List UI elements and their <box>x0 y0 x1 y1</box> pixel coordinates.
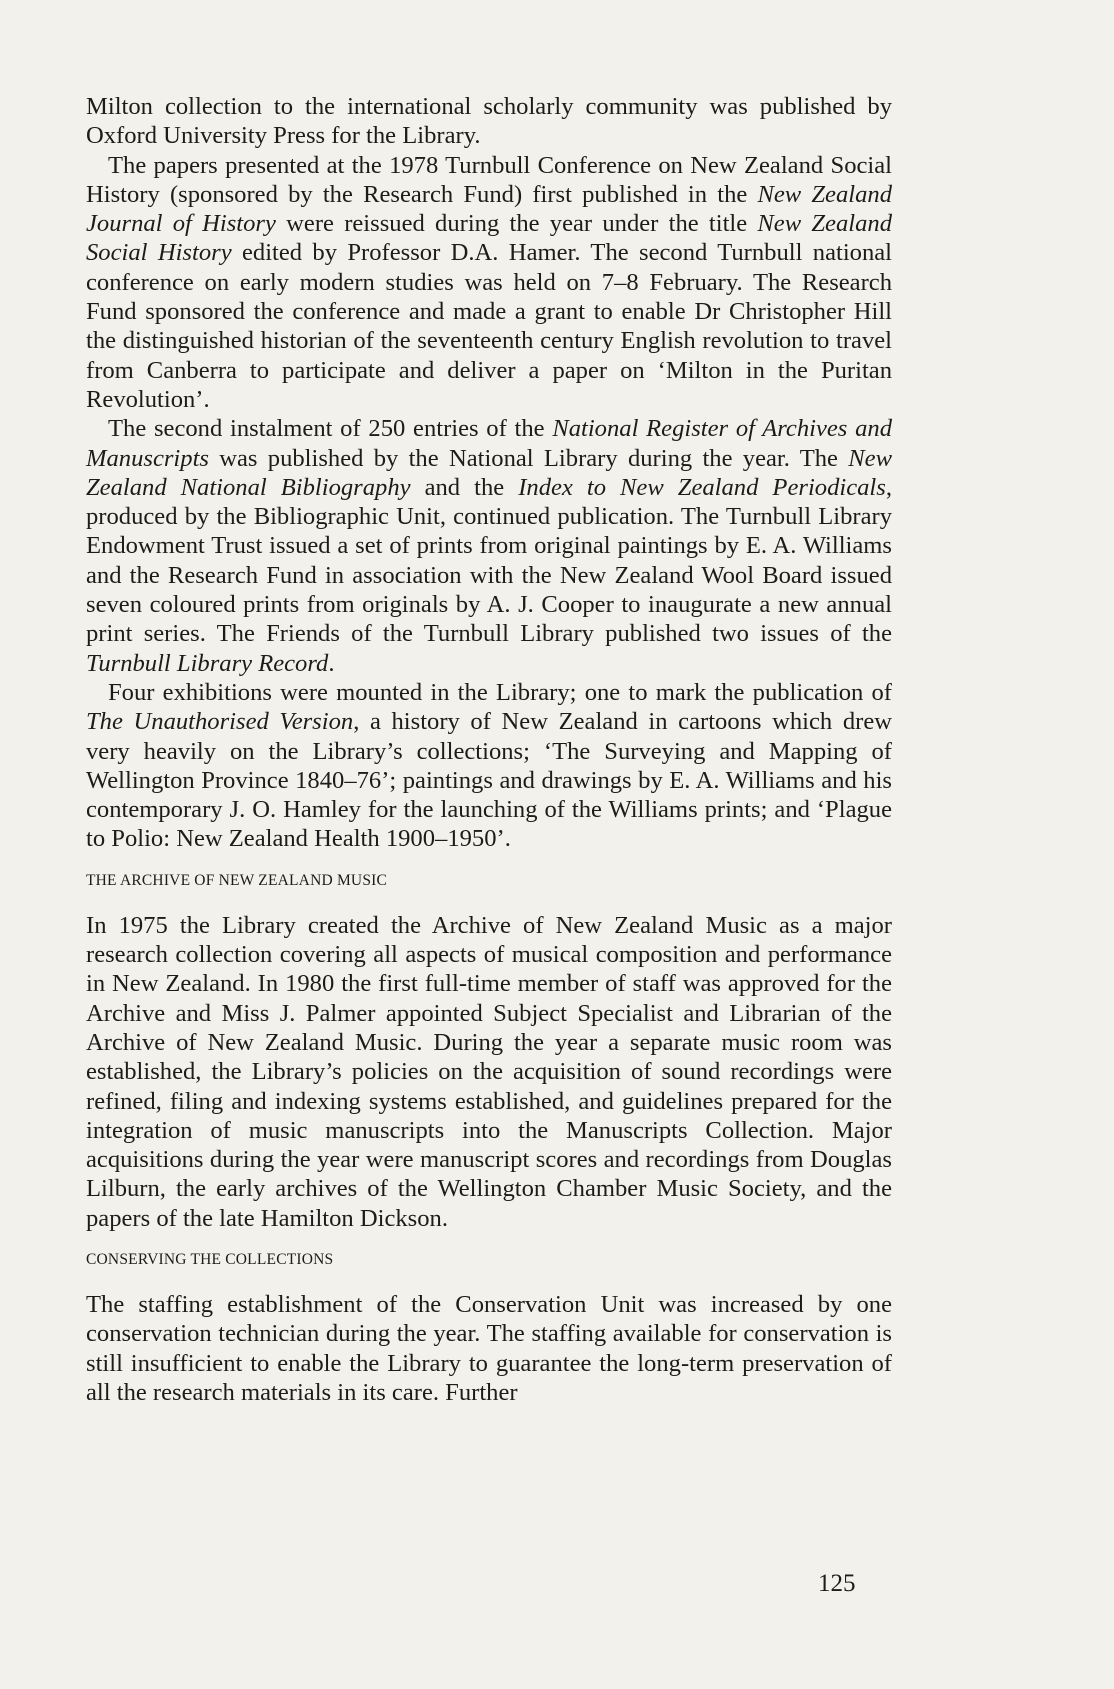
text-run: were reissued during the year under the title <box>275 210 758 238</box>
text-run: edited by Professor D.A. Hamer. The second Turnbull national conference on early modern studies was held on 7–8 February. The Research Fund sponsored the conference and made a grant to enable Dr Christopher Hill the distinguished historian of the seventeenth century English revolution to travel from Canberra to participate and deliver a paper on ‘Milton in the Puritan Revolution’. <box>86 239 892 413</box>
italic-title: New Zealand Journal of History <box>86 180 892 238</box>
text-run: , produced by the Bibliographic Unit, continued publication. The Turnbull Library Endowment Trust issued a set of prints from original paintings by E. A. Williams and the Research Fund in association with the New Zealand Wool Board issued seven coloured prints from originals by A. J. Cooper to inaugurate a new annual print series. The Friends of the Turnbull Library published two issues of the <box>86 473 892 648</box>
text-run: The papers presented at the 1978 Turnbull Conference on New Zealand Social History (sponsored by the Research Fund) first published in the <box>86 151 892 208</box>
body-text <box>86 92 892 1407</box>
text-run: was published by the National Library during the year. The <box>208 444 849 472</box>
page-number: 125 <box>818 1570 856 1597</box>
section-heading: CONSERVING THE COLLECTIONS <box>86 1250 334 1268</box>
paragraph <box>86 92 892 151</box>
section-heading: THE ARCHIVE OF NEW ZEALAND MUSIC <box>86 871 388 889</box>
text-run: Four exhibitions were mounted in the Library; one to mark the publication of <box>108 678 892 706</box>
text-run: Milton collection to the international scholarly community was published by Oxford University Press for the Library. <box>86 93 892 150</box>
text-run: The second instalment of 250 entries of the <box>108 415 553 443</box>
paragraph <box>86 911 892 1233</box>
paragraph <box>86 151 892 415</box>
text-run: The staffing establishment of the Conservation Unit was increased by one conservation technician during the year. The staffing available for conservation is still insufficient to enable the Library to guarantee the long-term preservation of all the research materials in its care. Further <box>86 1290 892 1406</box>
text-run: In 1975 the Library created the Archive of New Zealand Music as a major research collection covering all aspects of musical composition and performance in New Zealand. In 1980 the first full-time member of staff was approved for the Archive and Miss J. Palmer appointed Subject Specialist and Librarian of the Archive of New Zealand Music. During the year a separate music room was established, the Library’s policies on the acquisition of sound recordings were refined, filing and indexing systems established, and guidelines prepared for the integration of music manuscripts into the Manuscripts Collection. Major acquisitions during the year were manuscript scores and recordings from Douglas Lilburn, the early archives of the Wellington Chamber Music Society, and the papers of the late Hamilton Dickson. <box>86 911 892 1232</box>
text-run: and the <box>410 473 519 501</box>
paragraph <box>86 414 892 678</box>
italic-title: The Unauthorised Version <box>86 708 354 736</box>
italic-title: New Zealand Social History <box>86 210 892 267</box>
paragraph <box>86 1290 892 1407</box>
italic-title: New Zealand National Bibliography <box>86 444 892 501</box>
text-run: . <box>328 649 335 677</box>
text-run: , a history of New Zealand in cartoons which drew very heavily on the Library’s collections; ‘The Surveying and Mapping of Wellington Province 1840–76’; paintings and drawings by E. A. Williams and his contemporary J. O. Hamley for the launching of the Williams prints; and ‘Plague to Polio: New Zealand Health 1900–1950’. <box>86 708 892 853</box>
italic-title: National Register of Archives and Manuscripts <box>86 415 892 472</box>
italic-title: Turnbull Library Record <box>86 649 329 677</box>
paragraph <box>86 678 892 854</box>
italic-title: Index to New Zealand Periodicals <box>518 473 886 501</box>
